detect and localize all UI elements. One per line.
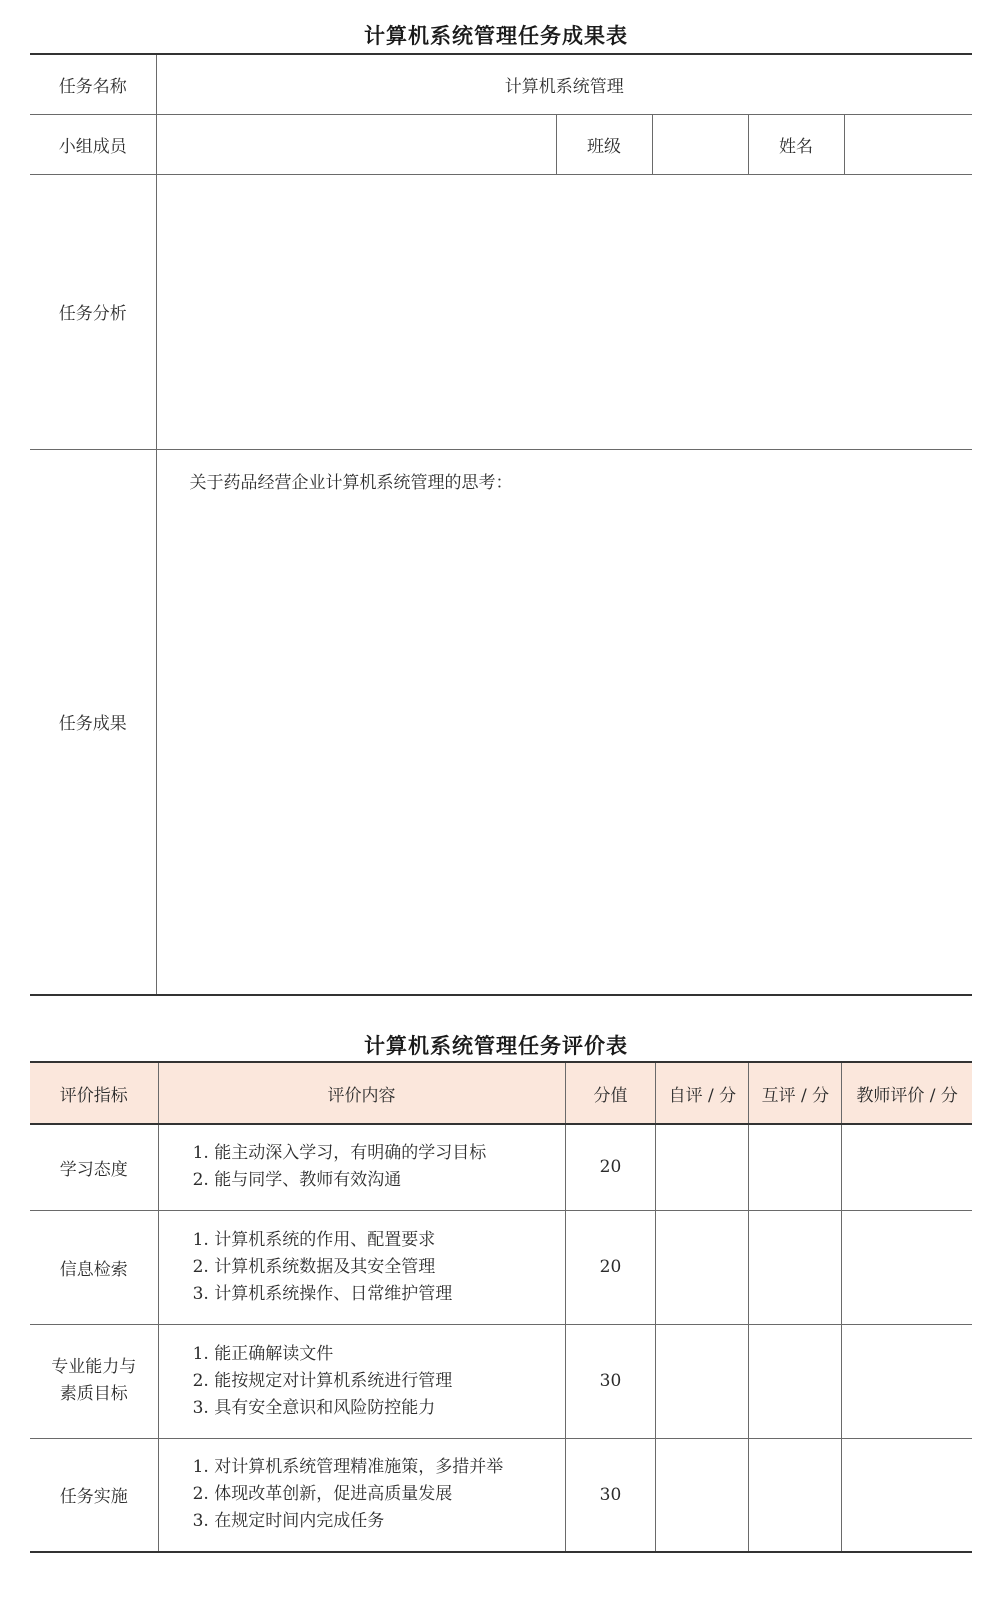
content-line: 1. 计算机系统的作用、配置要求	[192, 1229, 436, 1250]
indicator-line: 专业能力与	[51, 1357, 137, 1377]
content-line: 3. 具有安全意识和风险防控能力	[192, 1397, 436, 1418]
row-indicator	[30, 1324, 158, 1438]
evaluation-table-title: 计算机系统管理任务评价表	[364, 1034, 628, 1058]
self-eval-cell[interactable]	[656, 1124, 749, 1210]
row-content	[158, 1124, 565, 1210]
row-score: 30	[565, 1324, 656, 1438]
peer-eval-cell[interactable]	[749, 1210, 842, 1324]
content-line: 2. 体现改革创新，促进高质量发展	[192, 1484, 453, 1505]
task-result-label: 任务成果	[30, 449, 156, 995]
row-score: 20	[565, 1124, 656, 1210]
self-eval-cell[interactable]	[656, 1438, 749, 1552]
row-content	[158, 1210, 565, 1324]
group-members-field[interactable]	[156, 114, 556, 174]
content-line: 2. 能与同学、教师有效沟通	[192, 1170, 402, 1191]
peer-eval-cell[interactable]	[749, 1324, 842, 1438]
table-row	[30, 1124, 972, 1210]
row-indicator: 学习态度	[30, 1124, 158, 1210]
table-row	[30, 1438, 972, 1552]
teacher-eval-cell[interactable]	[842, 1124, 972, 1210]
content-line: 2. 计算机系统数据及其安全管理	[192, 1256, 436, 1277]
task-analysis-field[interactable]	[156, 174, 972, 449]
content-line: 2. 能按规定对计算机系统进行管理	[192, 1370, 453, 1391]
header-self-eval: 自评 / 分	[656, 1062, 749, 1124]
task-results-table	[30, 53, 972, 996]
name-field[interactable]	[844, 114, 972, 174]
row-score: 20	[565, 1210, 656, 1324]
class-field[interactable]	[652, 114, 748, 174]
name-label: 姓名	[748, 114, 844, 174]
row-content	[158, 1438, 565, 1552]
content-line: 1. 能正确解读文件	[192, 1343, 334, 1364]
row-score: 30	[565, 1438, 656, 1552]
teacher-eval-cell[interactable]	[842, 1324, 972, 1438]
teacher-eval-cell[interactable]	[842, 1210, 972, 1324]
content-line: 3. 在规定时间内完成任务	[192, 1511, 385, 1532]
header-indicator: 评价指标	[30, 1062, 158, 1124]
content-line: 3. 计算机系统操作、日常维护管理	[192, 1283, 453, 1304]
header-teacher-eval: 教师评价 / 分	[842, 1062, 972, 1124]
indicator-line: 素质目标	[59, 1384, 128, 1404]
table-row	[30, 1324, 972, 1438]
content-line: 1. 能主动深入学习，有明确的学习目标	[192, 1143, 487, 1164]
header-peer-eval: 互评 / 分	[749, 1062, 842, 1124]
row-indicator: 信息检索	[30, 1210, 158, 1324]
task-name-label: 任务名称	[30, 54, 156, 114]
group-members-label: 小组成员	[30, 114, 156, 174]
table-row	[30, 1210, 972, 1324]
class-label: 班级	[556, 114, 652, 174]
task-name-value: 计算机系统管理	[156, 54, 972, 114]
self-eval-cell[interactable]	[656, 1324, 749, 1438]
peer-eval-cell[interactable]	[749, 1124, 842, 1210]
teacher-eval-cell[interactable]	[842, 1438, 972, 1552]
evaluation-table	[30, 1061, 972, 1553]
results-table-title: 计算机系统管理任务成果表	[364, 24, 628, 48]
task-analysis-label: 任务分析	[30, 174, 156, 449]
row-indicator: 任务实施	[30, 1438, 158, 1552]
row-content	[158, 1324, 565, 1438]
task-result-prompt: 关于药品经营企业计算机系统管理的思考：	[189, 472, 513, 493]
self-eval-cell[interactable]	[656, 1210, 749, 1324]
content-line: 1. 对计算机系统管理精准施策，多措并举	[192, 1457, 504, 1478]
header-content: 评价内容	[158, 1062, 565, 1124]
peer-eval-cell[interactable]	[749, 1438, 842, 1552]
header-score: 分值	[565, 1062, 656, 1124]
task-result-field[interactable]	[156, 449, 972, 995]
